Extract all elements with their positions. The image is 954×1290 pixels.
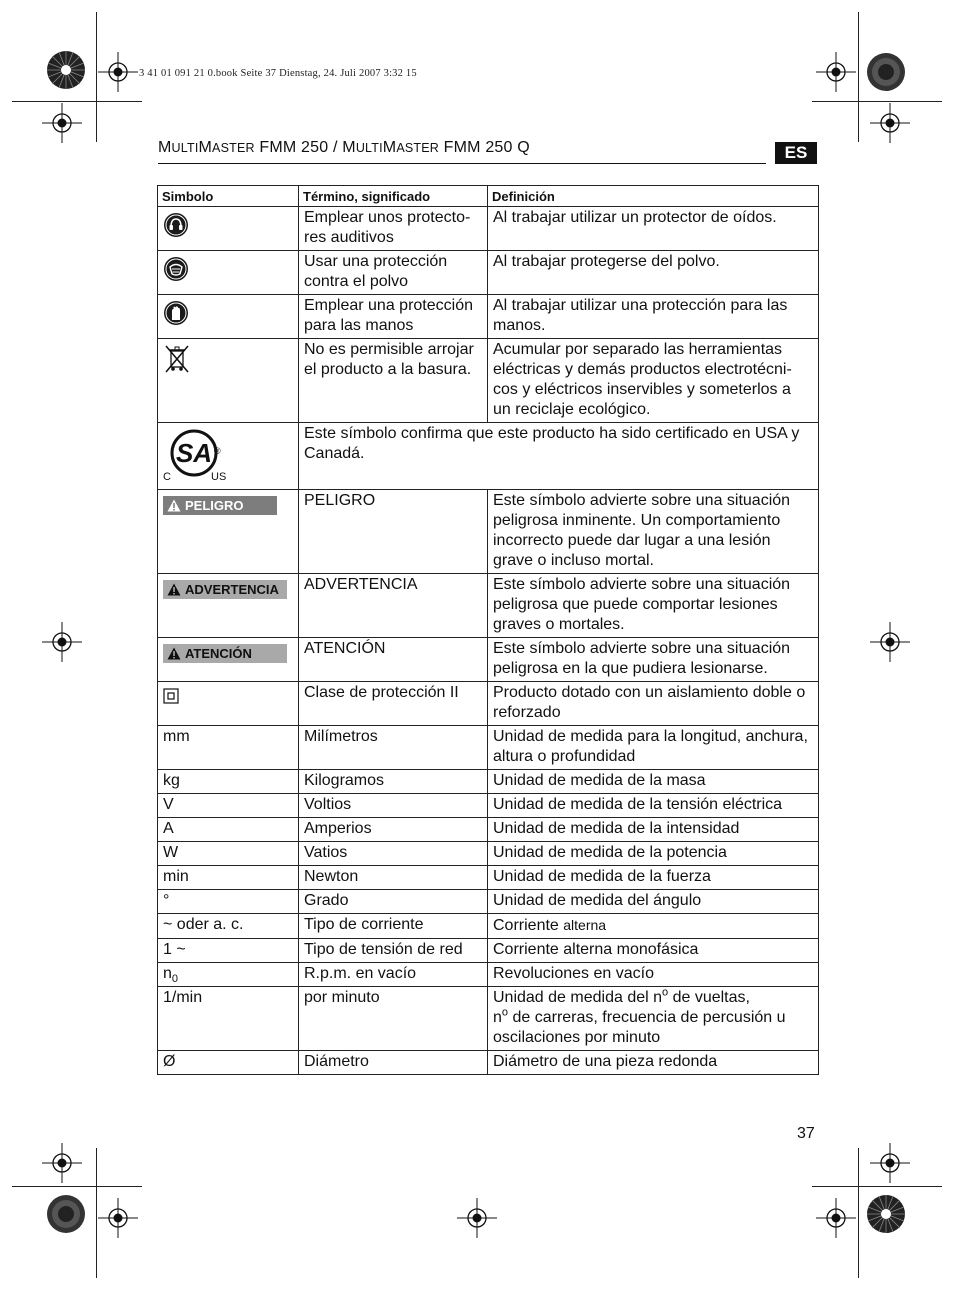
term-cell: No es permisible arrojar el producto a la basura.	[299, 339, 488, 423]
term-cell: Vatios	[299, 842, 488, 866]
term-cell: Diámetro	[299, 1051, 488, 1075]
page-header-title: MULTIMASTER FMM 250 / MULTIMASTER FMM 250 Q	[158, 139, 530, 156]
symbol-cell: W	[158, 842, 299, 866]
table-row	[158, 963, 819, 987]
table-row	[158, 726, 819, 770]
term-cell: Newton	[299, 866, 488, 890]
term-cell: ATENCIÓN	[299, 638, 488, 682]
merged-description-cell: Este símbolo confirma que este producto ha sido certificado en USA y Canadá.	[299, 423, 819, 490]
csa-country-left: C	[163, 471, 171, 483]
definition-cell: Unidad de medida de la masa	[488, 770, 819, 794]
table-row	[158, 295, 819, 339]
definition-cell: Unidad de medida de la fuerza	[488, 866, 819, 890]
symbol-cell	[158, 339, 299, 423]
term-cell: por minuto	[299, 987, 488, 1051]
table-row	[158, 890, 819, 914]
crop-mark	[858, 12, 859, 142]
term-cell: Kilogramos	[299, 770, 488, 794]
csa-country-right: US	[211, 471, 227, 483]
registration-mark-icon	[42, 103, 82, 143]
symbol-cell: kg	[158, 770, 299, 794]
term-cell: Milímetros	[299, 726, 488, 770]
table-row	[158, 1051, 819, 1075]
registration-mark-icon	[42, 622, 82, 662]
language-badge: ES	[775, 142, 817, 164]
warning-label: ADVERTENCIA	[163, 580, 287, 599]
term-cell: R.p.m. en vacío	[299, 963, 488, 987]
definition-cell: Corriente alterna	[488, 914, 819, 939]
symbol-cell: min	[158, 866, 299, 890]
table-row	[158, 207, 819, 251]
term-cell: Amperios	[299, 818, 488, 842]
table-row	[158, 842, 819, 866]
csa-registered-mark: ®	[214, 446, 221, 456]
registration-mark-icon	[816, 1198, 856, 1238]
term-cell: Tipo de corriente	[299, 914, 488, 939]
symbol-cell	[158, 207, 299, 251]
dust-mask-icon	[163, 256, 189, 282]
definition-cell: Diámetro de una pieza redonda	[488, 1051, 819, 1075]
table-row	[158, 682, 819, 726]
term-cell: PELIGRO	[299, 490, 488, 574]
symbols-table	[157, 185, 819, 1075]
print-target-icon	[46, 1194, 86, 1234]
symbol-cell: 1/min	[158, 987, 299, 1051]
registration-mark-icon	[98, 1198, 138, 1238]
definition-cell: Unidad de medida de la tensión eléctrica	[488, 794, 819, 818]
definition-cell: Unidad de medida de la potencia	[488, 842, 819, 866]
registration-mark-icon	[98, 52, 138, 92]
definition-cell: Al trabajar utilizar una protección para las manos.	[488, 295, 819, 339]
symbol-cell	[158, 638, 299, 682]
ear-protection-icon	[163, 212, 189, 238]
definition-cell: Al trabajar protegerse del polvo.	[488, 251, 819, 295]
registration-mark-icon	[42, 1143, 82, 1183]
crop-mark	[812, 1186, 942, 1187]
column-header-term: Término, significado	[299, 186, 488, 207]
danger-label: PELIGRO	[163, 496, 277, 515]
class-ii-icon	[163, 688, 179, 704]
svg-text:SA: SA	[175, 438, 213, 468]
registration-mark-icon	[870, 1143, 910, 1183]
term-cell: Usar una protección contra el polvo	[299, 251, 488, 295]
registration-mark-icon	[870, 103, 910, 143]
definition-cell: Unidad de medida del $n^o$ de vueltas, $n^o$ de carreras, frecuencia de percusión u oscilaciones por minuto	[488, 987, 819, 1051]
term-cell: Tipo de tensión de red	[299, 939, 488, 963]
warning-icon	[167, 583, 181, 596]
definition-cell: Unidad de medida del ángulo	[488, 890, 819, 914]
term-cell: Grado	[299, 890, 488, 914]
table-row	[158, 866, 819, 890]
table-row	[158, 818, 819, 842]
symbol-cell	[158, 423, 299, 490]
definition-cell: Unidad de medida para la longitud, anchura, altura o profundidad	[488, 726, 819, 770]
table-row	[158, 251, 819, 295]
term-cell: Voltios	[299, 794, 488, 818]
crop-mark	[96, 12, 97, 142]
symbol-cell: Ø	[158, 1051, 299, 1075]
symbol-cell	[158, 490, 299, 574]
definition-cell: Al trabajar utilizar un protector de oídos.	[488, 207, 819, 251]
symbol-cell: V	[158, 794, 299, 818]
definition-cell: Este símbolo advierte sobre una situación peligrosa inminente. Un comportamiento incorrecto puede dar lugar a una lesión grave o incluso mortal.	[488, 490, 819, 574]
print-target-icon	[866, 1194, 906, 1234]
column-header-definition: Definición	[488, 186, 819, 207]
table-row	[158, 339, 819, 423]
symbol-cell: $n_0$	[158, 963, 299, 987]
table-row	[158, 574, 819, 638]
caution-label: ATENCIÓN	[163, 644, 287, 663]
table-row	[158, 423, 819, 490]
term-cell: Emplear unos protecto-res auditivos	[299, 207, 488, 251]
table-row	[158, 490, 819, 574]
symbol-cell: ~ oder a. c.	[158, 914, 299, 939]
crossed-bin-icon	[163, 343, 191, 375]
definition-cell: Acumular por separado las herramientas eléctricas y demás productos electrotécni-cos y eléctricos inservibles y someterlos a un reciclaje ecológico.	[488, 339, 819, 423]
table-row	[158, 987, 819, 1051]
symbol-cell: °	[158, 890, 299, 914]
table-row	[158, 770, 819, 794]
definition-cell: Revoluciones en vacío	[488, 963, 819, 987]
crop-mark	[812, 101, 942, 102]
definition-cell: Unidad de medida de la intensidad	[488, 818, 819, 842]
symbol-cell: mm	[158, 726, 299, 770]
registration-mark-icon	[870, 622, 910, 662]
term-cell: Clase de protección II	[299, 682, 488, 726]
registration-mark-icon	[457, 1198, 497, 1238]
symbol-cell: 1 ~	[158, 939, 299, 963]
table-row	[158, 939, 819, 963]
table-row	[158, 638, 819, 682]
symbol-cell	[158, 574, 299, 638]
gloves-icon	[163, 300, 189, 326]
term-cell: ADVERTENCIA	[299, 574, 488, 638]
table-header-row	[158, 186, 819, 207]
symbol-cell	[158, 295, 299, 339]
definition-cell: Este símbolo advierte sobre una situación peligrosa en la que pudiera lesionarse.	[488, 638, 819, 682]
table-row	[158, 914, 819, 939]
definition-cell: Producto dotado con un aislamiento doble o reforzado	[488, 682, 819, 726]
crop-mark	[12, 1186, 142, 1187]
header-rule	[158, 163, 766, 164]
crop-mark	[858, 1148, 859, 1278]
symbol-cell	[158, 682, 299, 726]
print-target-icon	[866, 52, 906, 92]
table-row	[158, 794, 819, 818]
crop-mark	[96, 1148, 97, 1278]
definition-cell: Corriente alterna monofásica	[488, 939, 819, 963]
registration-mark-icon	[816, 52, 856, 92]
csa-logo-icon	[163, 424, 233, 486]
term-cell: Emplear una protección para las manos	[299, 295, 488, 339]
definition-cell: Este símbolo advierte sobre una situación peligrosa que puede comportar lesiones graves o mortales.	[488, 574, 819, 638]
symbol-cell	[158, 251, 299, 295]
column-header-symbol: Simbolo	[158, 186, 299, 207]
warning-icon	[167, 647, 181, 660]
symbol-cell: A	[158, 818, 299, 842]
book-info-line: 3 41 01 091 21 0.book Seite 37 Dienstag, 24. Juli 2007 3:32 15	[139, 68, 417, 79]
print-target-icon	[46, 50, 86, 90]
warning-icon	[167, 499, 181, 512]
page-number: 37	[797, 1125, 815, 1142]
crop-mark	[12, 101, 142, 102]
